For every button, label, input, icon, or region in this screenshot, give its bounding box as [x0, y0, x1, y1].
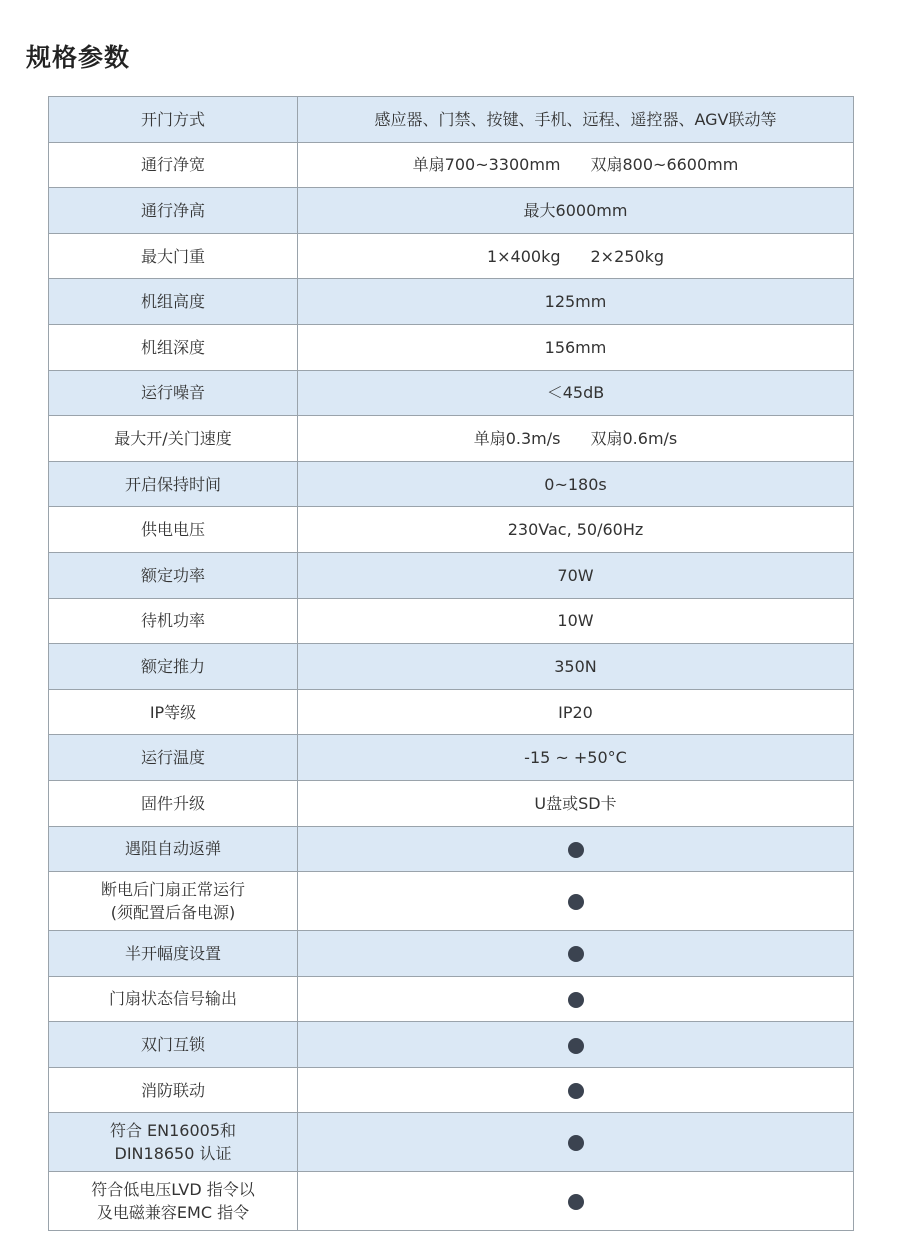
- spec-value: 230Vac, 50/60Hz: [298, 507, 854, 553]
- spec-row-interlock: [49, 1022, 854, 1068]
- spec-label: 供电电压: [49, 507, 298, 553]
- spec-value: 156mm: [298, 324, 854, 370]
- supported-dot-icon: [568, 1194, 584, 1210]
- spec-label-line: DIN18650 认证: [114, 1144, 232, 1164]
- spec-label-line: 及电磁兼容EMC 指令: [96, 1203, 250, 1223]
- spec-label-line: 断电后门扇正常运行: [100, 880, 245, 900]
- spec-row-rated-power: [49, 552, 854, 598]
- spec-value: [298, 142, 854, 188]
- spec-value: 0~180s: [298, 461, 854, 507]
- spec-value: [298, 1067, 854, 1113]
- spec-value-double: 双扇800~6600mm: [590, 155, 739, 175]
- spec-label-line: (须配置后备电源): [110, 903, 236, 923]
- spec-value: 最大6000mm: [298, 188, 854, 234]
- spec-row-operating-temp: [49, 735, 854, 781]
- spec-row-half-open-setting: [49, 931, 854, 977]
- supported-dot-icon: [568, 1038, 584, 1054]
- supported-dot-icon: [568, 894, 584, 910]
- spec-label: 双门互锁: [49, 1022, 298, 1068]
- spec-value: 350N: [298, 644, 854, 690]
- spec-value-single: 单扇700~3300mm: [412, 155, 561, 175]
- spec-row-auto-reverse: [49, 826, 854, 872]
- spec-label: 运行温度: [49, 735, 298, 781]
- spec-value: -15 ~ +50°C: [298, 735, 854, 781]
- spec-row-power-failure-operation: [49, 872, 854, 931]
- spec-label: 机组高度: [49, 279, 298, 325]
- supported-dot-icon: [568, 992, 584, 1008]
- spec-value: 10W: [298, 598, 854, 644]
- spec-value: [298, 976, 854, 1022]
- spec-label: [49, 872, 298, 931]
- supported-dot-icon: [568, 842, 584, 858]
- spec-row-ip-rating: [49, 689, 854, 735]
- spec-label: 机组深度: [49, 324, 298, 370]
- spec-value: U盘或SD卡: [298, 780, 854, 826]
- spec-value: [298, 931, 854, 977]
- spec-label: 通行净宽: [49, 142, 298, 188]
- spec-value-single: 1×400kg: [486, 246, 561, 266]
- spec-row-fire-linkage: [49, 1067, 854, 1113]
- spec-row-max-door-weight: [49, 233, 854, 279]
- supported-dot-icon: [568, 946, 584, 962]
- spec-value: 感应器、门禁、按键、手机、远程、遥控器、AGV联动等: [298, 97, 854, 143]
- spec-row-firmware-upgrade: [49, 780, 854, 826]
- page-title: 规格参数: [26, 43, 131, 72]
- spec-row-unit-height: [49, 279, 854, 325]
- spec-row-max-speed: [49, 416, 854, 462]
- spec-label: [49, 1172, 298, 1231]
- spec-row-unit-depth: [49, 324, 854, 370]
- spec-label: 额定功率: [49, 552, 298, 598]
- spec-label: 额定推力: [49, 644, 298, 690]
- spec-value: [298, 1172, 854, 1231]
- spec-value: [298, 1113, 854, 1172]
- spec-value: [298, 233, 854, 279]
- spec-row-open-mode: [49, 97, 854, 143]
- spec-label: 待机功率: [49, 598, 298, 644]
- spec-row-rated-thrust: [49, 644, 854, 690]
- spec-row-clear-width: [49, 142, 854, 188]
- spec-row-noise: [49, 370, 854, 416]
- spec-value-single: 单扇0.3m/s: [473, 428, 561, 448]
- spec-row-clear-height: [49, 188, 854, 234]
- spec-value: 125mm: [298, 279, 854, 325]
- spec-label: 开启保持时间: [49, 461, 298, 507]
- spec-value: ＜45dB: [298, 370, 854, 416]
- spec-label: IP等级: [49, 689, 298, 735]
- spec-row-hold-open-time: [49, 461, 854, 507]
- supported-dot-icon: [568, 1135, 584, 1151]
- spec-value: [298, 872, 854, 931]
- spec-row-supply-voltage: [49, 507, 854, 553]
- spec-row-en-din-certification: [49, 1113, 854, 1172]
- spec-label: 半开幅度设置: [49, 931, 298, 977]
- spec-value: IP20: [298, 689, 854, 735]
- spec-label: 遇阻自动返弹: [49, 826, 298, 872]
- spec-label: 消防联动: [49, 1067, 298, 1113]
- spec-label: 运行噪音: [49, 370, 298, 416]
- spec-row-standby-power: [49, 598, 854, 644]
- spec-label: 通行净高: [49, 188, 298, 234]
- supported-dot-icon: [568, 1083, 584, 1099]
- spec-value-double: 双扇0.6m/s: [590, 428, 678, 448]
- spec-label-line: 符合低电压LVD 指令以: [91, 1180, 255, 1200]
- spec-label-line: 符合 EN16005和: [109, 1121, 237, 1141]
- spec-value-double: 2×250kg: [590, 246, 665, 266]
- spec-row-status-signal-output: [49, 976, 854, 1022]
- spec-table: [48, 96, 854, 1231]
- spec-label: 最大开/关门速度: [49, 416, 298, 462]
- spec-label: 门扇状态信号输出: [49, 976, 298, 1022]
- spec-label: 最大门重: [49, 233, 298, 279]
- spec-row-lvd-emc-compliance: [49, 1172, 854, 1231]
- spec-value: [298, 416, 854, 462]
- spec-value: [298, 1022, 854, 1068]
- spec-label: [49, 1113, 298, 1172]
- spec-value: 70W: [298, 552, 854, 598]
- spec-label: 开门方式: [49, 97, 298, 143]
- spec-value: [298, 826, 854, 872]
- spec-label: 固件升级: [49, 780, 298, 826]
